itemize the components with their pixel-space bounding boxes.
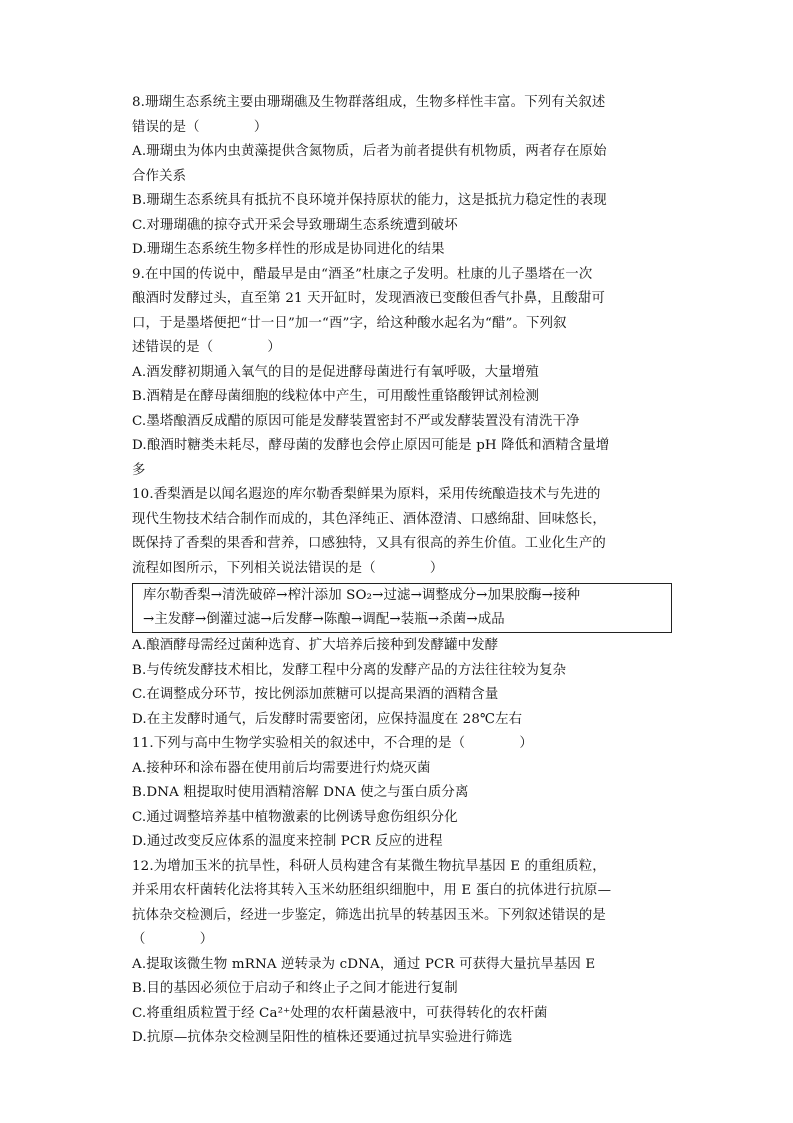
question-8: [132, 91, 672, 263]
question-stem-line: 错误的是（ ）: [132, 119, 268, 135]
question-stem-line: 12.为增加玉米的抗旱性，科研人员构建含有某微生物抗旱基因 E 的重组质粒，: [132, 858, 606, 874]
question-stem-line: 并采用农杆菌转化法将其转入玉米幼胚组织细胞中，用 E 蛋白的抗体进行抗原—: [132, 883, 612, 898]
option-b: B.酒精是在酵母菌细胞的线粒体中产生，可用酸性重铬酸钾试剂检测: [132, 389, 540, 404]
option-c: C.通过调整培养基中植物激素的比例诱导愈伤组织分化: [132, 809, 458, 825]
option-b: B.目的基因必须位于启动子和终止子之间才能进行复制: [132, 981, 458, 996]
exam-page: [132, 91, 672, 1051]
option-d-continued: 多: [132, 462, 146, 478]
question-stem-line: 11.下列与高中生物学实验相关的叙述中，不合理的是（ ）: [132, 736, 533, 751]
option-d: D.酿酒时糖类未耗尽，酵母菌的发酵也会停止原因可能是 pH 降低和酒精含量增: [132, 438, 610, 453]
option-b: B.珊瑚生态系统具有抵抗不良环境并保持原状的能力，这是抵抗力稳定性的表现: [132, 193, 607, 208]
option-b: B.DNA 粗提取时使用酒精溶解 DNA 使之与蛋白质分离: [132, 785, 469, 800]
option-d: D.珊瑚生态系统生物多样性的形成是协同进化的结果: [132, 242, 445, 257]
option-a: A.酒发酵初期通入氧气的目的是促进酵母菌进行有氧呼吸，大量增殖: [132, 364, 539, 380]
question-stem-line: 8.珊瑚生态系统主要由珊瑚礁及生物群落组成，生物多样性丰富。下列有关叙述: [132, 95, 606, 110]
question-stem-line: 10.香梨酒是以闻名遐迩的库尔勒香梨鲜果为原料，采用传统酿造技术与先进的: [132, 487, 601, 502]
process-flow-line: 库尔勒香梨→清洗破碎→榨汁添加 SO₂→过滤→调整成分→加果胶酶→接种: [143, 588, 581, 603]
question-stem-line: 述错误的是（ ）: [132, 340, 281, 355]
question-9: [132, 263, 672, 484]
option-a: A.酿酒酵母需经过菌种选育、扩大培养后接种到发酵罐中发酵: [132, 638, 499, 653]
option-c: C.墨塔酿酒反成醋的原因可能是发酵装置密封不严或发酵装置没有清洗干净: [132, 413, 580, 429]
process-flow-line: →主发酵→倒灌过滤→后发酵→陈酿→调配→装瓶→杀菌→成品: [143, 612, 505, 627]
option-c: C.在调整成分环节，按比例添加蔗糖可以提高果酒的酒精含量: [132, 687, 499, 702]
question-stem-line: 9.在中国的传说中，醋最早是由“酒圣”杜康之子发明。杜康的儿子墨塔在一次: [132, 266, 593, 282]
question-stem-line: 酿酒时发酵过头，直至第 21 天开缸时，发现酒液已变酸但香气扑鼻，且酸甜可: [132, 291, 605, 306]
option-a: A.提取该微生物 mRNA 逆转录为 cDNA，通过 PCR 可获得大量抗旱基因 E: [132, 956, 596, 972]
question-stem-line: 既保持了香梨的果香和营养，口感独特，又具有很高的养生价值。工业化生产的: [132, 536, 606, 551]
question-11: [132, 732, 672, 855]
question-stem-line: 现代生物技术结合制作而成的，其色泽纯正、酒体澄清、口感绵甜、回味悠长，: [132, 511, 606, 527]
option-d: D.通过改变反应体系的温度来控制 PCR 反应的进程: [132, 834, 443, 849]
option-c: C.对珊瑚礁的掠夺式开采会导致珊瑚生态系统遭到破坏: [132, 217, 458, 233]
option-a: A.接种环和涂布器在使用前后均需要进行灼烧灭菌: [132, 760, 431, 776]
question-stem-line: （ ）: [132, 932, 214, 947]
option-d: D.抗原—抗体杂交检测呈阳性的植株还要通过抗旱实验进行筛选: [132, 1030, 513, 1045]
question-10: [132, 483, 672, 732]
option-b: B.与传统发酵技术相比，发酵工程中分离的发酵产品的方法往往较为复杂: [132, 662, 567, 678]
option-a: A.珊瑚虫为体内虫黄藻提供含氮物质，后者为前者提供有机物质，两者存在原始: [132, 144, 607, 159]
question-12: [132, 855, 672, 1051]
question-stem-line: 口，于是墨塔便把“廿一日”加一“酉”字，给这种酸水起名为“醋”。下列叙: [132, 315, 567, 331]
option-c: C.将重组质粒置于经 Ca²⁺处理的农杆菌悬液中，可获得转化的农杆菌: [132, 1005, 548, 1021]
option-a-continued: 合作关系: [132, 168, 187, 184]
question-stem-line: 抗体杂交检测后，经进一步鉴定，筛选出抗旱的转基因玉米。下列叙述错误的是: [132, 907, 606, 923]
option-d: D.在主发酵时通气，后发酵时需要密闭，应保持温度在 28℃左右: [132, 711, 523, 727]
question-stem-line: 流程如图所示，下列相关说法错误的是（ ）: [132, 560, 444, 576]
process-flow-box: [132, 583, 672, 633]
